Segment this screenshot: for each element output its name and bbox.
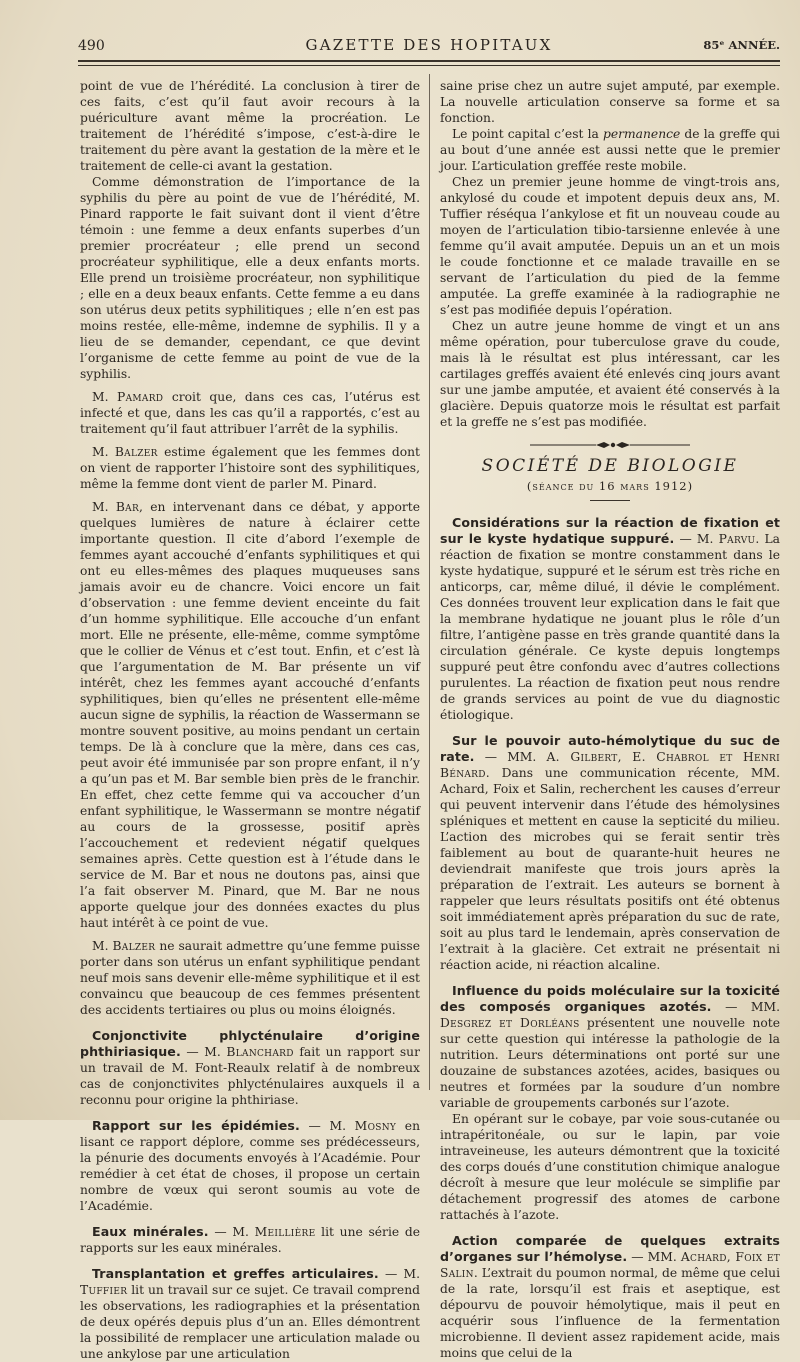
paragraph-text: croit que, dans ces cas, l’utérus est infecté et que, dans les cas qu’il a rapportés, c’est au traitement qu’il faut attribuer l’arrêt de la syphilis. bbox=[80, 390, 420, 436]
section-title: SOCIÉTÉ DE BIOLOGIE bbox=[481, 456, 739, 476]
section-heading: Action comparée de quelques extraits d’organes sur l’hémolyse. bbox=[440, 1233, 780, 1264]
short-rule bbox=[590, 500, 630, 501]
speaker-name: Tuffier bbox=[80, 1283, 128, 1297]
paragraph-text: lit une série de rapports sur les eaux minérales. bbox=[80, 1225, 421, 1255]
paragraph-text: estime également que les femmes dont on vient de rapporter l’histoire sont des syphilitiques, même la femme dont vient de parler M. Pinard. bbox=[80, 445, 420, 491]
speaker-name: Meillière bbox=[254, 1225, 316, 1239]
paragraph: Chez un premier jeune homme de vingt-trois ans, ankylosé du coude et impotent depuis deux ans, M. Tuffier réséqua l’ankylose et fit un nouveau coude au moyen de l’articulation tibio-tarsienne enlevée à une femme qu’il avait amputée. Depuis un an et un mois le coude fonctionne et ce malade travaille en se servant de l’articulation du pied de la femme amputée. La greffe examinée à la radiographie ne s’est pas modifiée depuis l’opération. bbox=[440, 175, 780, 317]
paragraph-text: , en intervenant dans ce débat, y apporte quelques lumières de nature à éclairer cette importante question. Il cite d’abord l’exemple de femmes ayant accouché d’enfants syphilitiques et qui ont eu elles-mêmes des plaques muqueuses sans jamais avoir eu de chancre. Voici encore un fait d’observation : une femme devient enceinte du fait d’un homme syphilitique. Elle accouche d’un enfant mort. Elle ne présente, elle-même, comme symptôme que le collier de Vénus et c’est tout. Enfin, et c’est là que l’argumentation de M. Bar présente un vif intérêt, chez les femmes ayant accouché d’enfants syphilitiques, bien qu’elles ne présentent elle-même aucun signe de syphilis, la réaction de Wassermann se montre souvent positive, au moins pendant un certain temps. De là à conclure que la mère, dans ces cas, peut avoir été immunisée par son propre enfant, il n’y a qu’un pas et M. Bar semble bien près de le franchir. En effet, chez cette femme qui va accoucher d’un enfant syphilitique, le Wassermann se montre négatif au cours de la grossesse, positif après l’accouchement et redevient négatif quelques semaines après. Cette question est à l’étude dans le service de M. Bar et nous ne doutons pas, ainsi que l’a fait observer M. Pinard, que M. Bar ne nous apporte quelque jour des données exactes du plus haut intérêt à ce point de vue. bbox=[80, 500, 420, 930]
section-paragraph: Eaux minérales. — M. Meillière lit une série de rapports sur les eaux minérales. bbox=[80, 1224, 421, 1255]
speaker-name: Bar bbox=[115, 500, 140, 514]
section-heading: Eaux minérales. bbox=[92, 1224, 209, 1239]
section-heading: Rapport sur les épidémies. bbox=[92, 1118, 300, 1133]
paragraph-text: fait un rapport sur un travail de M. Font-Reaulx relatif à de nombreux cas de conjonctivites phlycténulaires auxquels il a reconnu pour origine la phthiriase. bbox=[80, 1045, 420, 1107]
section-date: (séance du 16 mars 1912) bbox=[526, 479, 694, 493]
section-heading: Conjonctivite phlycténulaire d’origine phthiriasique. bbox=[80, 1028, 420, 1059]
section-paragraph: Considérations sur la réaction de fixation et sur le kyste hydatique suppuré. — M. Parvu. La réaction de fixation se montre constamment dans le kyste hydatique, suppuré et le sérum est très riche en anticorps, car, même dilué, il dévie le complément. Ces données trouvent leur explication dans le fait que la membrane hydatique ne jouant plus le rôle d’un filtre, l’antigène passe en très grande quantité dans la circulation générale. Ce kyste depuis longtemps suppuré peut être confondu avec d’autres collections purulentes. La réaction de fixation peut nous rendre de grands services au point de vue du diagnostic étiologique. bbox=[440, 515, 780, 722]
speaker-name: Parvu bbox=[718, 532, 756, 546]
ornament-divider bbox=[440, 440, 780, 450]
left-column bbox=[80, 78, 421, 1361]
section-paragraph: Conjonctivite phlycténulaire d’origine phthiriasique. — M. Blanchard fait un rapport sur un travail de M. Font-Reaulx relatif à de nombreux cas de conjonctivites phlycténulaires auxquels il a reconnu pour origine la phthiriase. bbox=[80, 1028, 420, 1107]
column-divider bbox=[429, 74, 430, 1090]
header-rule-thin bbox=[78, 65, 780, 66]
paragraph-text: Le point capital c’est la bbox=[452, 127, 603, 141]
speaker-name: Balzer bbox=[114, 445, 158, 459]
year-label: 85ᵉ ANNÉE. bbox=[703, 38, 780, 52]
paragraph: Chez un autre jeune homme de vingt et un ans même opération, pour tuberculose grave du coude, mais là le résultat est plus intéressant, car les cartilages greffés avaient été enlevés cinq jours avant sur une jambe amputée, et avaient été conservés à la glacière. Depuis quatorze mois le résultat est parfait et la greffe ne s’est pas modifiée. bbox=[440, 319, 780, 429]
section-paragraph: Influence du poids moléculaire sur la toxicité des composés organiques azotés. — MM. Desgrez et Dorléans présentent une nouvelle note sur cette question qui intéresse la pathologie de la nutrition. Leurs déterminations ont porté sur une douzaine de substances azotées, acides, basiques ou neutres et formées par la soudure d’un nombre variable de groupements carbonés sur l’azote. bbox=[440, 983, 780, 1110]
paragraph: point de vue de l’hérédité. La conclusion à tirer de ces faits, c’est qu’il faut avoir recours à la puériculture avant même la procréation. Le traitement de l’hérédité s’impose, c’est-à-dire le traitement du père avant la gestation de la mère et le traitement de celle-ci avant la gestation. bbox=[80, 79, 420, 173]
speaker-name: Balzer bbox=[112, 939, 156, 953]
paragraph-text: . Dans une communication récente, MM. Achard, Foix et Salin, recherchent les causes d’erreur qui peuvent intervenir dans l’étude des hémolysines spléniques et mettent en cause la septicité du milieu. L’action des microbes qui se ferait sentir très faiblement au bout de quarante-huit heures ne deviendrait manifeste que trois jours après la préparation de l’extrait. Les auteurs se bornent à rappeler que leurs résultats positifs ont été obtenus soit immédiatement après préparation du suc de rate, soit au plus tard le lendemain, après conservation de l’extrait à la glacière. Cet extrait ne présentait ni réaction acide, ni réaction alcaline. bbox=[440, 766, 780, 972]
paragraph: Comme démonstration de l’importance de la syphilis du père au point de vue de l’hérédité, M. Pinard rapporte le fait suivant dont il vient d’être témoin : une femme a deux enfants superbes d’un premier procréateur ; elle prend un second procréateur syphilitique, elle a deux enfants morts. Elle prend un troisième procréateur, non syphilitique ; elle en a deux beaux enfants. Cette femme a eu dans son utérus deux petits syphilitiques ; elle n’en est pas moins restée, elle-même, indemne de syphilis. Il y a lieu de se demander, cependant, ce que devint l’organisme de cette femme au point de vue de la syphilis. bbox=[80, 175, 420, 381]
paragraph: M. Balzer ne saurait admettre qu’une femme puisse porter dans son utérus un enfant syphilitique pendant neuf mois sans devenir elle-même syphilitique et il est convaincu que beaucoup de ces femmes présentent des accidents tertiaires ou plus ou moins éloignés. bbox=[80, 939, 420, 1017]
paragraph-text: présentent une nouvelle note sur cette question qui intéresse la pathologie de la nutrition. Leurs déterminations ont porté sur une douzaine de substances azotées, acides, basiques ou neutres et formées par la soudure d’un nombre variable de groupements carbonés sur l’azote. bbox=[440, 1016, 780, 1110]
speaker-name: Mosny bbox=[354, 1119, 397, 1133]
section-heading: Influence du poids moléculaire sur la toxicité des composés organiques azotés. bbox=[440, 983, 780, 1014]
section-paragraph: Sur le pouvoir auto-hémolytique du suc de rate. — MM. A. Gilbert, E. Chabrol et Henri Bénard. Dans une communication récente, MM. Achard, Foix et Salin, recherchent les causes d’erreur qui peuvent intervenir dans l’étude des hémolysines spléniques et mettent en cause la septicité du milieu. L’action des microbes qui se ferait sentir très faiblement au bout de quarante-huit heures ne deviendrait manifeste que trois jours après la préparation de l’extrait. Les auteurs se bornent à rappeler que leurs résultats positifs ont été obtenus soit immédiatement après préparation du suc de rate, soit au plus tard le lendemain, après conservation de l’extrait à la glacière. Cet extrait ne présentait ni réaction acide, ni réaction alcaline. bbox=[440, 733, 780, 972]
paragraph: M. Pamard croit que, dans ces cas, l’utérus est infecté et que, dans les cas qu’il a rapportés, c’est au traitement qu’il faut attribuer l’arrêt de la syphilis. bbox=[80, 390, 420, 436]
ornament-rule-icon bbox=[530, 440, 690, 450]
paragraph-text: lit un travail sur ce sujet. Ce travail comprend les observations, les radiographies et la présentation de deux opérés depuis plus d’un an. Elles démontrent la possibilité de remplacer une articulation malade ou une ankylose par une articulation bbox=[80, 1283, 420, 1361]
section-heading: Transplantation et greffes articulaires. bbox=[92, 1266, 379, 1281]
speaker-name: Blanchard bbox=[226, 1045, 294, 1059]
paragraph: M. Bar, en intervenant dans ce débat, y apporte quelques lumières de nature à éclairer cette importante question. Il cite d’abord l’exemple de femmes ayant accouché d’enfants syphilitiques et qui ont eu elles-mêmes des plaques muqueuses sans jamais avoir eu de chancre. Voici encore un fait d’observation : une femme devient enceinte du fait d’un homme syphilitique. Elle accouche d’un enfant mort. Elle ne présente, elle-même, comme symptôme que le collier de Vénus et c’est tout. Enfin, et c’est là que l’argumentation de M. Bar présente un vif intérêt, chez les femmes ayant accouché d’enfants syphilitiques, bien qu’elles ne présentent elle-même aucun signe de syphilis, la réaction de Wassermann se montre souvent positive, au moins pendant un certain temps. De là à conclure que la mère, dans ces cas, peut avoir été immunisée par son propre enfant, il n’y a qu’un pas et M. Bar semble bien près de le franchir. En effet, chez cette femme qui va accoucher d’un enfant syphilitique, le Wassermann se montre négatif au cours de la grossesse, positif après l’accouchement et redevient négatif quelques semaines après. Cette question est à l’étude dans le service de M. Bar et nous ne doutons pas, ainsi que l’a fait observer M. Pinard, que M. Bar ne nous apporte quelque jour des données exactes du plus haut intérêt à ce point de vue. bbox=[80, 500, 420, 930]
speaker-name: Desgrez et Dorléans bbox=[440, 1016, 580, 1030]
paragraph-text: . La réaction de fixation se montre constamment dans le kyste hydatique, suppuré et le sérum est très riche en anticorps, car, même dilué, il dévie le complément. Ces données trouvent leur explication dans le fait que la membrane hydatique ne jouant plus le rôle d’un filtre, l’antigène passe en très grande quantité dans la circulation générale. Ce kyste depuis longtemps suppuré peut être confondu avec d’autres collections purulentes. La réaction de fixation peut nous rendre de grands services au point de vue du diagnostic étiologique. bbox=[440, 532, 780, 722]
paragraph-text: de la greffe qui au bout d’une année est aussi nette que le premier jour. L’articulation greffée reste mobile. bbox=[440, 127, 780, 173]
paragraph-text: ne saurait admettre qu’une femme puisse porter dans son utérus un enfant syphilitique pendant neuf mois sans devenir elle-même syphilitique et il est convaincu que beaucoup de ces femmes présentent des accidents tertiaires ou plus ou moins éloignés. bbox=[80, 939, 420, 1017]
section-paragraph: Transplantation et greffes articulaires. — M. Tuffier lit un travail sur ce sujet. Ce travail comprend les observations, les radiographies et la présentation de deux opérés depuis plus d’un an. Elles démontrent la possibilité de remplacer une articulation malade ou une ankylose par une articulation bbox=[80, 1266, 420, 1361]
emphasis: permanence bbox=[602, 127, 681, 141]
speaker-name: Pamard bbox=[117, 390, 164, 404]
right-column bbox=[440, 78, 780, 1360]
section-heading: Sur le pouvoir auto-hémolytique du suc de rate. bbox=[440, 733, 780, 764]
paragraph: En opérant sur le cobaye, par voie sous-cutanée ou intrapéritonéale, ou sur le lapin, par voie intraveineuse, les auteurs démontrent que la toxicité des corps doués d’une constitution chimique analogue décroît à mesure que leur molécule se simplifie par détachement progressif des atomes de carbone rattachés à l’azote. bbox=[440, 1112, 780, 1222]
header-rule-thick bbox=[78, 60, 780, 62]
journal-title: GAZETTE DES HOPITAUX bbox=[305, 36, 553, 54]
paragraph-text: . L’extrait du poumon normal, de même que celui de la rate, lorsqu’il est frais et aseptique, est dépourvu de pouvoir hémolytique, mais il peut en acquérir sous l’influence de la fermentation microbienne. Il devient assez rapidement acide, mais moins que celui de la bbox=[440, 1266, 780, 1360]
paragraph bbox=[440, 126, 780, 174]
section-paragraph: Action comparée de quelques extraits d’organes sur l’hémolyse. — MM. Achard, Foix et Salin. L’extrait du poumon normal, de même que celui de la rate, lorsqu’il est frais et aseptique, est dépourvu de pouvoir hémolytique, mais il peut en acquérir sous l’influence de la fermentation microbienne. Il devient assez rapidement acide, mais moins que celui de la bbox=[440, 1233, 780, 1360]
section-paragraph: Rapport sur les épidémies. — M. Mosny en lisant ce rapport déplore, comme ses prédécesseurs, la pénurie des documents envoyés à l’Académie. Pour remédier à cet état de choses, il propose un certain nombre de vœux qui seront soumis au vote de l’Académie. bbox=[80, 1118, 420, 1213]
paragraph: M. Balzer estime également que les femmes dont on vient de rapporter l’histoire sont des syphilitiques, même la femme dont vient de parler M. Pinard. bbox=[80, 445, 420, 491]
speaker-name: Achard, Foix et Salin bbox=[440, 1250, 780, 1280]
running-header bbox=[78, 32, 780, 56]
paragraph: saine prise chez un autre sujet amputé, par exemple. La nouvelle articulation conserve sa forme et sa fonction. bbox=[440, 79, 780, 125]
speaker-name: A. Gilbert, E. Chabrol et Henri Bénard bbox=[440, 750, 780, 780]
section-heading: Considérations sur la réaction de fixation et sur le kyste hydatique suppuré. bbox=[440, 515, 780, 546]
page-number: 490 bbox=[78, 38, 105, 54]
paragraph-text: en lisant ce rapport déplore, comme ses prédécesseurs, la pénurie des documents envoyés à l’Académie. Pour remédier à cet état de choses, il propose un certain nombre de vœux qui seront soumis au vote de l’Académie. bbox=[80, 1119, 420, 1213]
